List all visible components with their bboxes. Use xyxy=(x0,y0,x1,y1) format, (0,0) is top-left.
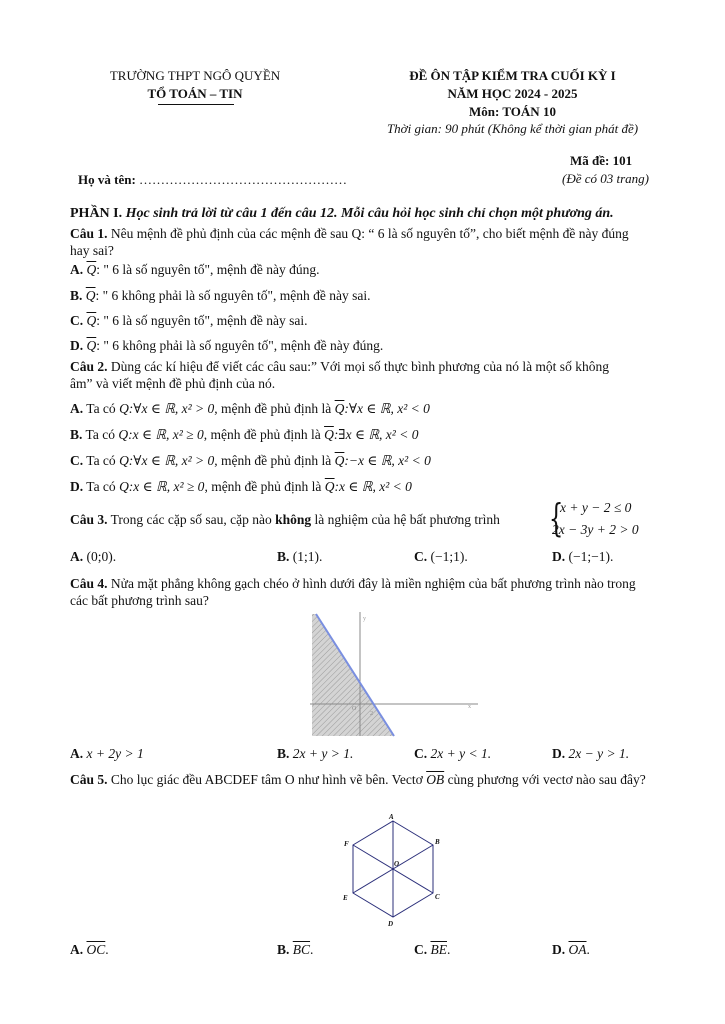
q5-label: Câu 5. xyxy=(70,772,108,787)
q5-text-before: Cho lục giác đều ABCDEF tâm O như hình vẽ bên. Vectơ xyxy=(110,772,423,787)
q3-option-text: (1;1). xyxy=(292,549,323,564)
q2-option-letter: B. xyxy=(70,427,83,442)
q2-option-mid: , mệnh đề phủ định là xyxy=(203,427,321,442)
vertex-c-label: C xyxy=(435,893,440,901)
school-name: TRƯỜNG THPT NGÔ QUYỀN xyxy=(109,68,281,83)
x-tick-label: 2 xyxy=(370,711,373,717)
q2-negation-symbol: $\overline{Q}$ xyxy=(324,479,335,494)
question-2 xyxy=(70,358,630,392)
q2-option-pre: Ta có xyxy=(86,479,116,494)
q4-option-letter: C. xyxy=(414,746,428,761)
q2-option-letter: C. xyxy=(70,453,84,468)
question-4 xyxy=(70,575,650,609)
q3-option-text: (−1;1). xyxy=(430,549,468,564)
q2-negation-symbol: $\overline{Q}$ xyxy=(334,401,345,416)
q2-negation: :∀x ∈ ℝ, x² < 0 xyxy=(344,401,430,416)
q3-option-text: (0;0). xyxy=(86,549,117,564)
q4-option-d[interactable] xyxy=(552,746,629,762)
q4-label: Câu 4. xyxy=(70,576,108,591)
q4-option-letter: A. xyxy=(70,746,84,761)
q3-text-bold: không xyxy=(275,512,312,527)
q5-option-letter: C. xyxy=(414,942,428,957)
y-axis-label: y xyxy=(363,616,366,622)
q1-option-symbol: $\overline{Q}$ xyxy=(86,262,97,277)
q1-option-text: : " 6 là số nguyên tố", mệnh đề này đúng. xyxy=(96,262,320,277)
q2-option-letter: D. xyxy=(70,479,84,494)
q4-graph xyxy=(310,612,485,737)
q1-option-b[interactable] xyxy=(70,288,670,304)
department-name: TỔ TOÁN – TIN xyxy=(147,86,243,101)
name-label: Họ và tên: xyxy=(78,172,136,187)
q2-label: Câu 2. xyxy=(70,359,108,374)
q5-option-b[interactable] xyxy=(277,942,313,958)
q5-option-suffix: . xyxy=(310,942,314,957)
q2-option-pre: Ta có xyxy=(85,427,115,442)
q1-option-letter: C. xyxy=(70,313,84,328)
q1-option-letter: D. xyxy=(70,338,84,353)
q1-option-symbol: $\overline{Q}$ xyxy=(85,288,96,303)
q4-option-text: x + 2y > 1 xyxy=(86,746,144,761)
q2-statement: Q:x ∈ ℝ, x² ≥ 0 xyxy=(119,479,205,494)
q2-statement: Q:∀x ∈ ℝ, x² > 0 xyxy=(119,401,215,416)
exam-title: ĐỀ ÔN TẬP KIỂM TRA CUỐI KỲ I xyxy=(409,68,616,83)
origin-label: O xyxy=(352,706,357,712)
duration: Thời gian: 90 phút (Không kể thời gian phát đề) xyxy=(386,121,639,136)
q2-negation: :x ∈ ℝ, x² < 0 xyxy=(334,479,412,494)
q1-option-symbol: $\overline{Q}$ xyxy=(86,313,97,328)
q2-statement: Q:∀x ∈ ℝ, x² > 0 xyxy=(119,453,215,468)
q2-option-pre: Ta có xyxy=(86,453,116,468)
q3-option-d[interactable] xyxy=(552,549,613,565)
q2-option-c[interactable] xyxy=(70,453,670,469)
q1-option-a[interactable] xyxy=(70,262,670,278)
q5-option-c[interactable] xyxy=(414,942,450,958)
vertex-e-label: E xyxy=(343,894,348,902)
q1-option-d[interactable] xyxy=(70,338,670,354)
page-count: (Đề có 03 trang) xyxy=(562,171,650,186)
section-instruction: Học sinh trả lời từ câu 1 đến câu 12. Mỗi câu hỏi học sinh chỉ chọn một phương án. xyxy=(125,206,614,221)
q3-label: Câu 3. xyxy=(70,512,108,527)
q5-option-suffix: . xyxy=(105,942,109,957)
q4-text: Nửa mặt phẳng không gạch chéo ở hình dưới đây là miền nghiệm của bất phương trình nào trong các bất phương trình sau? xyxy=(70,576,636,608)
q5-option-letter: B. xyxy=(277,942,290,957)
q2-option-letter: A. xyxy=(70,401,84,416)
q5-option-suffix: . xyxy=(447,942,451,957)
q5-text-after: cùng phương với vectơ nào sau đây? xyxy=(447,772,646,787)
q1-option-text: : " 6 là số nguyên tố", mệnh đề này sai. xyxy=(96,313,308,328)
q1-text: Nêu mệnh đề phủ định của các mệnh đề sau Q: “ 6 là số nguyên tố”, cho biết mệnh đề này đúng hay sai? xyxy=(70,226,629,258)
q2-negation-symbol: $\overline{Q}$ xyxy=(334,453,345,468)
q4-option-text: 2x + y < 1. xyxy=(430,746,492,761)
q3-system-line-1: x + y − 2 ≤ 0 xyxy=(560,500,632,515)
question-1 xyxy=(70,225,650,259)
q3-option-letter: C. xyxy=(414,549,428,564)
q5-option-a[interactable] xyxy=(70,942,109,958)
q1-option-text: : " 6 không phải là số nguyên tố", mệnh đề này sai. xyxy=(95,288,371,303)
x-axis-label: x xyxy=(468,704,471,710)
q5-vector: $\overline{OB}$ xyxy=(426,772,445,787)
q1-option-letter: A. xyxy=(70,262,84,277)
vertex-a-label: A xyxy=(389,813,394,821)
header-divider xyxy=(158,104,234,105)
q2-negation-symbol: $\overline{Q}$ xyxy=(324,427,334,442)
q4-option-text: 2x − y > 1. xyxy=(568,746,630,761)
q5-option-vector: $\overline{BE}$ xyxy=(430,942,447,957)
q5-option-vector: $\overline{OA}$ xyxy=(568,942,587,957)
q2-statement: Q:x ∈ ℝ, x² ≥ 0 xyxy=(118,427,204,442)
q2-option-mid: , mệnh đề phủ định là xyxy=(214,453,332,468)
center-o-label: O xyxy=(394,860,400,868)
q4-option-text: 2x + y > 1. xyxy=(292,746,354,761)
vertex-f-label: F xyxy=(344,840,349,848)
q3-text-before: Trong các cặp số sau, cặp nào xyxy=(110,512,272,527)
q4-option-c[interactable] xyxy=(414,746,491,762)
question-5 xyxy=(70,771,660,788)
school-year: NĂM HỌC 2024 - 2025 xyxy=(447,86,578,101)
name-dots: ………………………………………… xyxy=(139,172,348,187)
q2-text: Dùng các kí hiệu để viết các câu sau:” Với mọi số thực bình phương của nó là một số không âm” và viết mệnh đề phủ định của nó. xyxy=(70,359,609,391)
q1-option-letter: B. xyxy=(70,288,83,303)
q5-option-vector: $\overline{BC}$ xyxy=(292,942,311,957)
q5-option-vector: $\overline{OC}$ xyxy=(86,942,106,957)
section-label: PHẦN I. xyxy=(70,206,123,221)
q4-option-letter: D. xyxy=(552,746,566,761)
q5-option-letter: A. xyxy=(70,942,84,957)
exam-code: Mã đề: 101 xyxy=(570,153,633,168)
vertex-b-label: B xyxy=(435,838,440,846)
q2-option-pre: Ta có xyxy=(86,401,116,416)
q1-option-symbol: $\overline{Q}$ xyxy=(86,338,97,353)
section-heading xyxy=(70,206,670,222)
q3-option-b[interactable] xyxy=(277,549,322,565)
q2-option-d[interactable] xyxy=(70,479,670,495)
q2-negation: :∃x ∈ ℝ, x² < 0 xyxy=(333,427,419,442)
q3-option-text: (−1;−1). xyxy=(568,549,614,564)
q1-option-text: : " 6 không phải là số nguyên tố", mệnh đề này đúng. xyxy=(96,338,384,353)
q2-option-a[interactable] xyxy=(70,401,670,417)
q5-option-letter: D. xyxy=(552,942,566,957)
q4-option-b[interactable] xyxy=(277,746,353,762)
q3-option-letter: A. xyxy=(70,549,84,564)
q4-option-a[interactable] xyxy=(70,746,144,762)
q5-option-suffix: . xyxy=(586,942,590,957)
q3-option-a[interactable] xyxy=(70,549,116,565)
q3-option-letter: D. xyxy=(552,549,566,564)
q1-label: Câu 1. xyxy=(70,226,108,241)
vertex-d-label: D xyxy=(388,920,394,928)
name-line xyxy=(78,172,347,188)
subject: Môn: TOÁN 10 xyxy=(469,104,556,119)
q2-option-mid: , mệnh đề phủ định là xyxy=(214,401,332,416)
q1-option-c[interactable] xyxy=(70,313,670,329)
q2-option-mid: , mệnh đề phủ định là xyxy=(204,479,322,494)
q2-option-b[interactable] xyxy=(70,427,670,443)
q3-option-c[interactable] xyxy=(414,549,468,565)
q4-option-letter: B. xyxy=(277,746,290,761)
q3-system-line-2: 2x − 3y + 2 > 0 xyxy=(552,522,639,537)
q3-system-brace: { xyxy=(548,496,564,540)
q2-negation: :−x ∈ ℝ, x² < 0 xyxy=(344,453,431,468)
q3-option-letter: B. xyxy=(277,549,290,564)
q3-text-after: là nghiệm của hệ bất phương trình xyxy=(314,512,500,527)
q5-option-d[interactable] xyxy=(552,942,590,958)
hexagon-figure xyxy=(338,813,448,928)
